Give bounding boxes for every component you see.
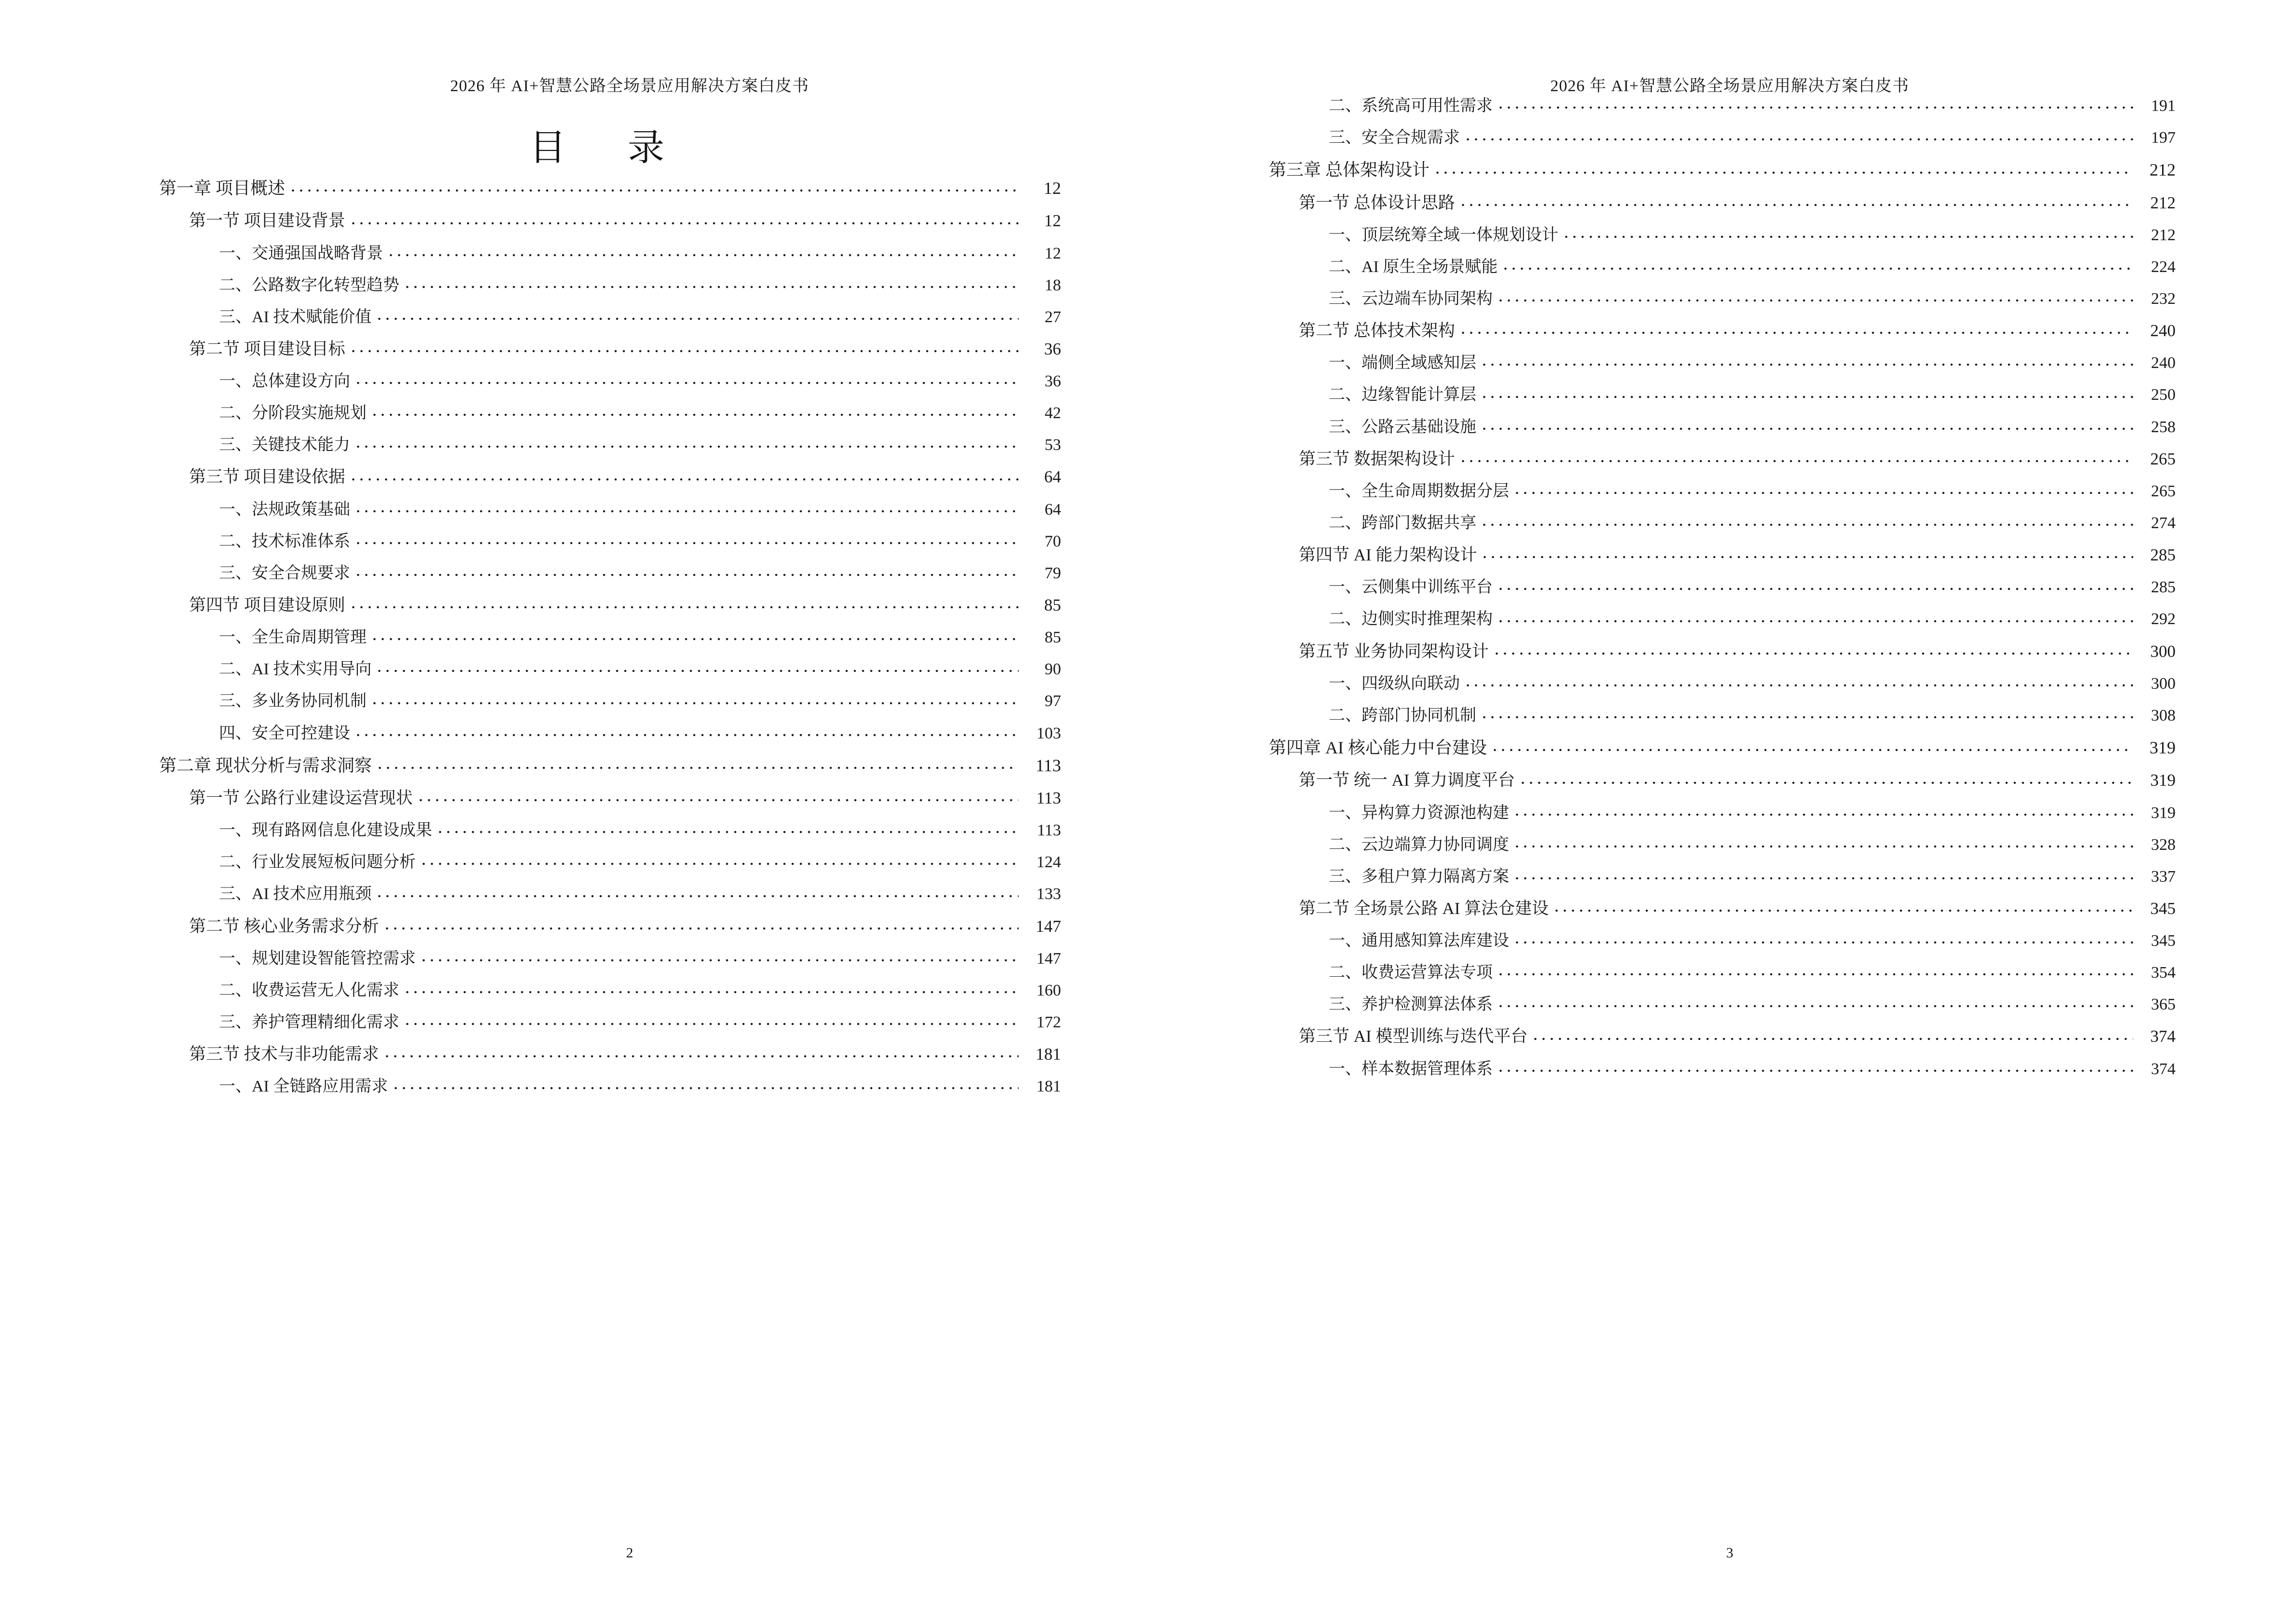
toc-entry[interactable] <box>219 500 1061 519</box>
toc-entry-page: 232 <box>2151 290 2176 308</box>
toc-leader-dots <box>1480 714 2133 721</box>
toc-entry-label: 一、通用感知算法库建设 <box>1329 932 1509 950</box>
toc-leader-dots <box>354 508 1019 515</box>
toc-entry-page: 64 <box>1045 500 1061 519</box>
toc-leader-dots <box>1464 136 2133 143</box>
toc-entry-page: 147 <box>1035 916 1061 936</box>
toc-entry-page: 300 <box>2151 674 2176 693</box>
toc-entry[interactable] <box>219 724 1061 743</box>
toc-entry-page: 328 <box>2151 835 2176 854</box>
toc-entry[interactable] <box>1299 321 2176 341</box>
toc-entry[interactable] <box>1299 1027 2176 1046</box>
toc-entry-label: 一、规划建设智能管控需求 <box>219 949 416 968</box>
toc-entry[interactable] <box>189 1045 1061 1064</box>
toc-entry-page: 181 <box>1035 1045 1061 1064</box>
toc-entry-page: 345 <box>2151 932 2176 950</box>
toc-entry[interactable] <box>1329 96 2176 115</box>
toc-entry[interactable] <box>1299 642 2176 661</box>
toc-entry-page: 374 <box>2150 1027 2176 1046</box>
toc-entry-label: 第三节 数据架构设计 <box>1299 449 1455 468</box>
toc-entry-label: 二、跨部门协同机制 <box>1329 706 1476 724</box>
toc-entry[interactable] <box>1329 706 2176 725</box>
toc-leader-dots <box>1501 265 2133 272</box>
toc-entry-label: 第三节 项目建设依据 <box>189 467 345 487</box>
toc-entry-page: 124 <box>1036 853 1061 872</box>
toc-leader-dots <box>1552 907 2133 914</box>
toc-leader-dots <box>376 764 1017 771</box>
toc-entry[interactable] <box>1329 867 2176 886</box>
toc-entry-label: 一、法规政策基础 <box>219 500 350 519</box>
toc-leader-dots <box>1480 425 2133 432</box>
toc-entry[interactable] <box>159 756 1061 776</box>
toc-entry-page: 197 <box>2151 129 2176 147</box>
toc-entry-page: 85 <box>1045 628 1061 647</box>
toc-entry-label: 第一节 统一 AI 算力调度平台 <box>1299 771 1515 790</box>
toc-entry-page: 240 <box>2150 321 2176 341</box>
toc-leader-dots <box>1513 875 2133 882</box>
toc-leader-dots <box>1497 1003 2133 1010</box>
toc-leader-dots <box>354 540 1019 546</box>
toc-leader-dots <box>375 315 1019 322</box>
toc-entry-label: 二、行业发展短板问题分析 <box>219 853 416 872</box>
toc-entry[interactable] <box>1329 514 2176 532</box>
toc-entry-label: 一、顶层统筹全域一体规划设计 <box>1329 226 1558 244</box>
toc-entry-label: 二、收费运营算法专项 <box>1329 964 1493 982</box>
toc-entry[interactable] <box>1329 674 2176 693</box>
toc-entry-page: 212 <box>2151 226 2176 244</box>
toc-leader-dots <box>1481 554 2133 560</box>
toc-entry-page: 345 <box>2150 899 2176 918</box>
toc-leader-dots <box>370 411 1019 418</box>
toc-leader-dots <box>1562 233 2133 240</box>
toc-entry-page: 113 <box>1035 755 1061 775</box>
toc-entry-label: 二、分阶段实施规划 <box>219 404 367 423</box>
toc-entry[interactable] <box>219 949 1061 968</box>
toc-leader-dots <box>1459 458 2133 464</box>
toc-leader-dots <box>1513 843 2133 850</box>
toc-entry-page: 319 <box>2150 737 2176 757</box>
toc-entry-label: 第二节 核心业务需求分析 <box>189 916 379 936</box>
toc-leader-dots <box>420 957 1019 964</box>
toc-entry-label: 第一节 公路行业建设运营现状 <box>189 789 413 807</box>
toc-entry[interactable] <box>219 308 1061 327</box>
toc-entry[interactable] <box>219 372 1061 391</box>
toc-entry-label: 第三节 技术与非功能需求 <box>189 1045 379 1064</box>
toc-entry-label: 第三节 AI 模型训练与迭代平台 <box>1299 1027 1528 1046</box>
toc-entry-page: 265 <box>2150 449 2176 468</box>
toc-entry-page: 103 <box>1036 724 1061 742</box>
toc-leader-dots <box>354 732 1019 738</box>
toc-entry-label: 二、收费运营无人化需求 <box>219 981 399 999</box>
toc-entry-label: 一、样本数据管理体系 <box>1329 1060 1493 1078</box>
toc-leader-dots <box>354 380 1019 386</box>
toc-entry-label: 一、全生命周期数据分层 <box>1329 482 1509 500</box>
toc-entry-page: 113 <box>1036 789 1061 807</box>
running-head: 2026 年 AI+智慧公路全场景应用解决方案白皮书 <box>450 77 809 95</box>
toc-entry-page: 36 <box>1045 372 1061 391</box>
toc-entry[interactable] <box>219 660 1061 679</box>
toc-leader-dots <box>354 572 1019 578</box>
toc-entry[interactable] <box>1269 160 2176 180</box>
toc-entry[interactable] <box>1299 771 2176 790</box>
toc-entry-page: 97 <box>1045 692 1061 710</box>
toc-entry-label: 三、安全合规要求 <box>219 564 350 582</box>
toc-entry-label: 第一节 总体设计思路 <box>1299 193 1455 212</box>
toc-entry[interactable] <box>1329 354 2176 372</box>
toc-entry[interactable] <box>1329 995 2176 1014</box>
toc-entry[interactable] <box>219 276 1061 295</box>
toc-entry[interactable] <box>219 1013 1061 1032</box>
toc-entry-label: 二、边侧实时推理架构 <box>1329 610 1493 628</box>
toc-entry[interactable] <box>1299 899 2176 918</box>
toc-list-right <box>1269 96 2176 1092</box>
toc-entry-label: 三、AI 技术赋能价值 <box>219 308 372 326</box>
toc-entry-label: 二、AI 技术实用导向 <box>219 660 372 679</box>
toc-entry-page: 64 <box>1044 467 1061 487</box>
toc-leader-dots <box>349 220 1019 227</box>
toc-entry-label: 一、AI 全链路应用需求 <box>219 1078 388 1096</box>
toc-entry-label: 二、跨部门数据共享 <box>1329 514 1476 532</box>
toc-entry[interactable] <box>1329 578 2176 597</box>
toc-entry[interactable] <box>1329 128 2176 147</box>
page-right <box>1144 0 2287 1624</box>
toc-leader-dots <box>383 925 1019 932</box>
toc-entry-page: 250 <box>2151 386 2176 404</box>
folio-left: 2 <box>626 1545 633 1561</box>
toc-entry-page: 147 <box>1036 949 1061 968</box>
toc-leader-dots <box>1480 361 2133 368</box>
toc-entry-page: 27 <box>1045 308 1061 326</box>
toc-entry-page: 18 <box>1045 276 1061 294</box>
toc-entry[interactable] <box>189 340 1061 359</box>
toc-entry[interactable] <box>219 628 1061 647</box>
toc-entry-label: 第四节 项目建设原则 <box>189 595 345 614</box>
toc-entry-page: 133 <box>1036 885 1061 903</box>
toc-entry-page: 308 <box>2151 706 2176 724</box>
toc-leader-dots <box>1513 939 2133 946</box>
toc-entry-label: 第三章 总体架构设计 <box>1269 160 1430 180</box>
toc-entry-label: 二、系统高可用性需求 <box>1329 97 1493 115</box>
toc-entry-label: 三、多业务协同机制 <box>219 692 367 710</box>
toc-entry-label: 三、多租户算力隔离方案 <box>1329 867 1509 886</box>
toc-entry[interactable] <box>1299 450 2176 469</box>
toc-entry[interactable] <box>1299 193 2176 213</box>
toc-entry[interactable] <box>1329 258 2176 276</box>
toc-entry[interactable] <box>219 853 1061 872</box>
toc-entry[interactable] <box>219 404 1061 423</box>
toc-leader-dots <box>1497 586 2133 592</box>
toc-entry[interactable] <box>1299 546 2176 565</box>
toc-entry-label: 二、技术标准体系 <box>219 532 350 550</box>
toc-leader-dots <box>289 187 1017 194</box>
toc-entry-page: 212 <box>2150 160 2176 180</box>
toc-entry-page: 113 <box>1037 821 1061 840</box>
toc-leader-dots <box>1497 971 2133 978</box>
toc-entry-label: 四、安全可控建设 <box>219 724 350 742</box>
toc-entry-page: 12 <box>1044 178 1061 198</box>
toc-entry-page: 224 <box>2151 258 2176 276</box>
toc-leader-dots <box>403 284 1019 290</box>
toc-entry-page: 319 <box>2150 771 2176 790</box>
toc-entry[interactable] <box>219 564 1061 583</box>
toc-entry-page: 90 <box>1045 660 1061 679</box>
toc-entry[interactable] <box>1329 804 2176 822</box>
toc-leader-dots <box>1513 811 2133 818</box>
toc-leader-dots <box>1464 682 2133 689</box>
toc-leader-dots <box>349 476 1019 483</box>
toc-entry-label: 第二节 项目建设目标 <box>189 339 345 358</box>
toc-entry[interactable] <box>219 1077 1061 1096</box>
toc-entry[interactable] <box>189 789 1061 808</box>
toc-entry[interactable] <box>219 821 1061 840</box>
toc-entry[interactable] <box>189 596 1061 615</box>
toc-entry-label: 一、总体建设方向 <box>219 372 350 391</box>
toc-leader-dots <box>354 443 1019 450</box>
toc-entry-label: 一、端侧全域感知层 <box>1329 354 1476 372</box>
toc-leader-dots <box>370 636 1019 642</box>
toc-entry-page: 300 <box>2150 641 2176 661</box>
toc-entry-label: 二、边缘智能计算层 <box>1329 386 1476 404</box>
toc-leader-dots <box>1459 329 2133 336</box>
toc-leader-dots <box>1497 618 2133 625</box>
toc-entry-page: 337 <box>2151 867 2176 886</box>
toc-entry-page: 160 <box>1036 981 1061 999</box>
toc-entry-page: 12 <box>1044 211 1061 231</box>
toc-leader-dots <box>383 1053 1019 1060</box>
toc-entry-page: 285 <box>2151 578 2176 597</box>
toc-entry-label: 第一节 项目建设背景 <box>189 211 345 231</box>
toc-entry[interactable] <box>1329 482 2176 501</box>
toc-entry[interactable] <box>1329 289 2176 308</box>
toc-entry[interactable] <box>1329 385 2176 404</box>
toc-leader-dots <box>1497 104 2133 111</box>
toc-entry[interactable] <box>1329 963 2176 982</box>
toc-entry-label: 二、云边端算力协同调度 <box>1329 835 1509 854</box>
toc-leader-dots <box>1519 779 2133 786</box>
toc-entry-label: 一、异构算力资源池构建 <box>1329 804 1509 822</box>
toc-entry-page: 12 <box>1045 244 1061 262</box>
toc-entry-page: 79 <box>1045 564 1061 582</box>
toc-entry[interactable] <box>219 885 1061 903</box>
toc-leader-dots <box>387 252 1019 259</box>
toc-entry[interactable] <box>219 436 1061 454</box>
toc-entry-page: 42 <box>1045 404 1061 423</box>
toc-entry-label: 三、养护管理精细化需求 <box>219 1013 399 1031</box>
toc-leader-dots <box>417 797 1019 804</box>
toc-entry[interactable] <box>1329 835 2176 854</box>
toc-entry-page: 181 <box>1036 1078 1061 1096</box>
toc-leader-dots <box>1493 650 2133 657</box>
toc-entry-page: 319 <box>2151 804 2176 822</box>
toc-entry[interactable] <box>1329 610 2176 628</box>
toc-entry[interactable] <box>1329 226 2176 245</box>
toc-entry-page: 374 <box>2151 1060 2176 1078</box>
toc-entry[interactable] <box>219 692 1061 710</box>
toc-entry[interactable] <box>1329 418 2176 437</box>
toc-entry-label: 第四章 AI 核心能力中台建设 <box>1269 737 1487 757</box>
toc-entry-label: 三、AI 技术应用瓶颈 <box>219 885 372 903</box>
toc-entry-page: 85 <box>1044 595 1061 614</box>
toc-leader-dots <box>403 1021 1019 1027</box>
toc-leader-dots <box>349 348 1019 355</box>
toc-leader-dots <box>436 829 1019 835</box>
toc-entry[interactable] <box>159 178 1061 198</box>
toc-entry-page: 258 <box>2151 418 2176 436</box>
toc-entry-label: 三、关键技术能力 <box>219 436 350 454</box>
toc-leader-dots <box>370 700 1019 707</box>
toc-entry-label: 三、安全合规需求 <box>1329 129 1460 147</box>
toc-list-left <box>159 178 1061 1109</box>
toc-entry-page: 53 <box>1045 436 1061 454</box>
toc-entry-label: 一、四级纵向联动 <box>1329 674 1460 693</box>
toc-leader-dots <box>1480 521 2133 528</box>
toc-entry-page: 365 <box>2151 996 2176 1014</box>
toc-entry-label: 三、云边端车协同架构 <box>1329 290 1493 308</box>
running-head: 2026 年 AI+智慧公路全场景应用解决方案白皮书 <box>1550 77 1909 95</box>
toc-entry[interactable] <box>219 532 1061 551</box>
toc-leader-dots <box>1531 1036 2133 1042</box>
toc-entry-label: 一、云侧集中训练平台 <box>1329 578 1493 597</box>
toc-entry-label: 第二节 总体技术架构 <box>1299 321 1455 341</box>
toc-entry-page: 292 <box>2151 610 2176 628</box>
toc-entry[interactable] <box>189 211 1061 231</box>
toc-entry-label: 第二节 全场景公路 AI 算法仓建设 <box>1299 899 1549 918</box>
toc-entry-page: 212 <box>2150 193 2176 212</box>
toc-leader-dots <box>375 893 1019 900</box>
toc-entry-page: 70 <box>1045 532 1061 550</box>
toc-entry[interactable] <box>1269 738 2176 758</box>
toc-entry-label: 三、公路云基础设施 <box>1329 418 1476 436</box>
toc-leader-dots <box>403 989 1019 996</box>
toc-entry-label: 一、现有路网信息化建设成果 <box>219 821 432 840</box>
toc-leader-dots <box>1497 297 2133 304</box>
toc-entry-label: 第一章 项目概述 <box>159 178 286 198</box>
toc-entry-label: 一、全生命周期管理 <box>219 628 367 647</box>
toc-entry[interactable] <box>189 917 1061 936</box>
toc-entry-page: 172 <box>1036 1013 1061 1031</box>
toc-entry-page: 274 <box>2151 514 2176 532</box>
toc-entry[interactable] <box>1329 931 2176 950</box>
toc-entry-label: 三、养护检测算法体系 <box>1329 996 1493 1014</box>
toc-entry-label: 第四节 AI 能力架构设计 <box>1299 546 1477 565</box>
toc-leader-dots <box>1459 202 2133 208</box>
toc-entry-label: 一、交通强国战略背景 <box>219 244 383 262</box>
toc-entry-label: 第五节 业务协同架构设计 <box>1299 641 1489 661</box>
toc-entry[interactable] <box>219 244 1061 263</box>
toc-leader-dots <box>1480 394 2133 400</box>
toc-entry[interactable] <box>219 981 1061 1000</box>
toc-entry-label: 二、AI 原生全场景赋能 <box>1329 258 1498 276</box>
toc-leader-dots <box>1433 169 2131 176</box>
toc-entry-page: 265 <box>2151 482 2176 500</box>
toc-entry-label: 二、公路数字化转型趋势 <box>219 276 399 294</box>
toc-entry-page: 240 <box>2151 354 2176 372</box>
toc-entry[interactable] <box>1329 1060 2176 1078</box>
toc-entry-page: 354 <box>2151 964 2176 982</box>
folio-right: 3 <box>1726 1545 1733 1561</box>
toc-entry[interactable] <box>189 467 1061 487</box>
page-title: 目 录 <box>529 128 677 168</box>
toc-leader-dots <box>375 668 1019 674</box>
toc-entry-page: 36 <box>1044 339 1061 358</box>
toc-entry-page: 191 <box>2151 97 2176 115</box>
toc-leader-dots <box>1513 490 2133 496</box>
toc-leader-dots <box>420 860 1019 867</box>
toc-leader-dots <box>349 604 1019 611</box>
toc-leader-dots <box>1497 1067 2133 1074</box>
toc-leader-dots <box>392 1085 1019 1092</box>
toc-leader-dots <box>1491 747 2131 753</box>
toc-entry-label: 第二章 现状分析与需求洞察 <box>159 755 372 775</box>
toc-entry-page: 285 <box>2150 546 2176 565</box>
